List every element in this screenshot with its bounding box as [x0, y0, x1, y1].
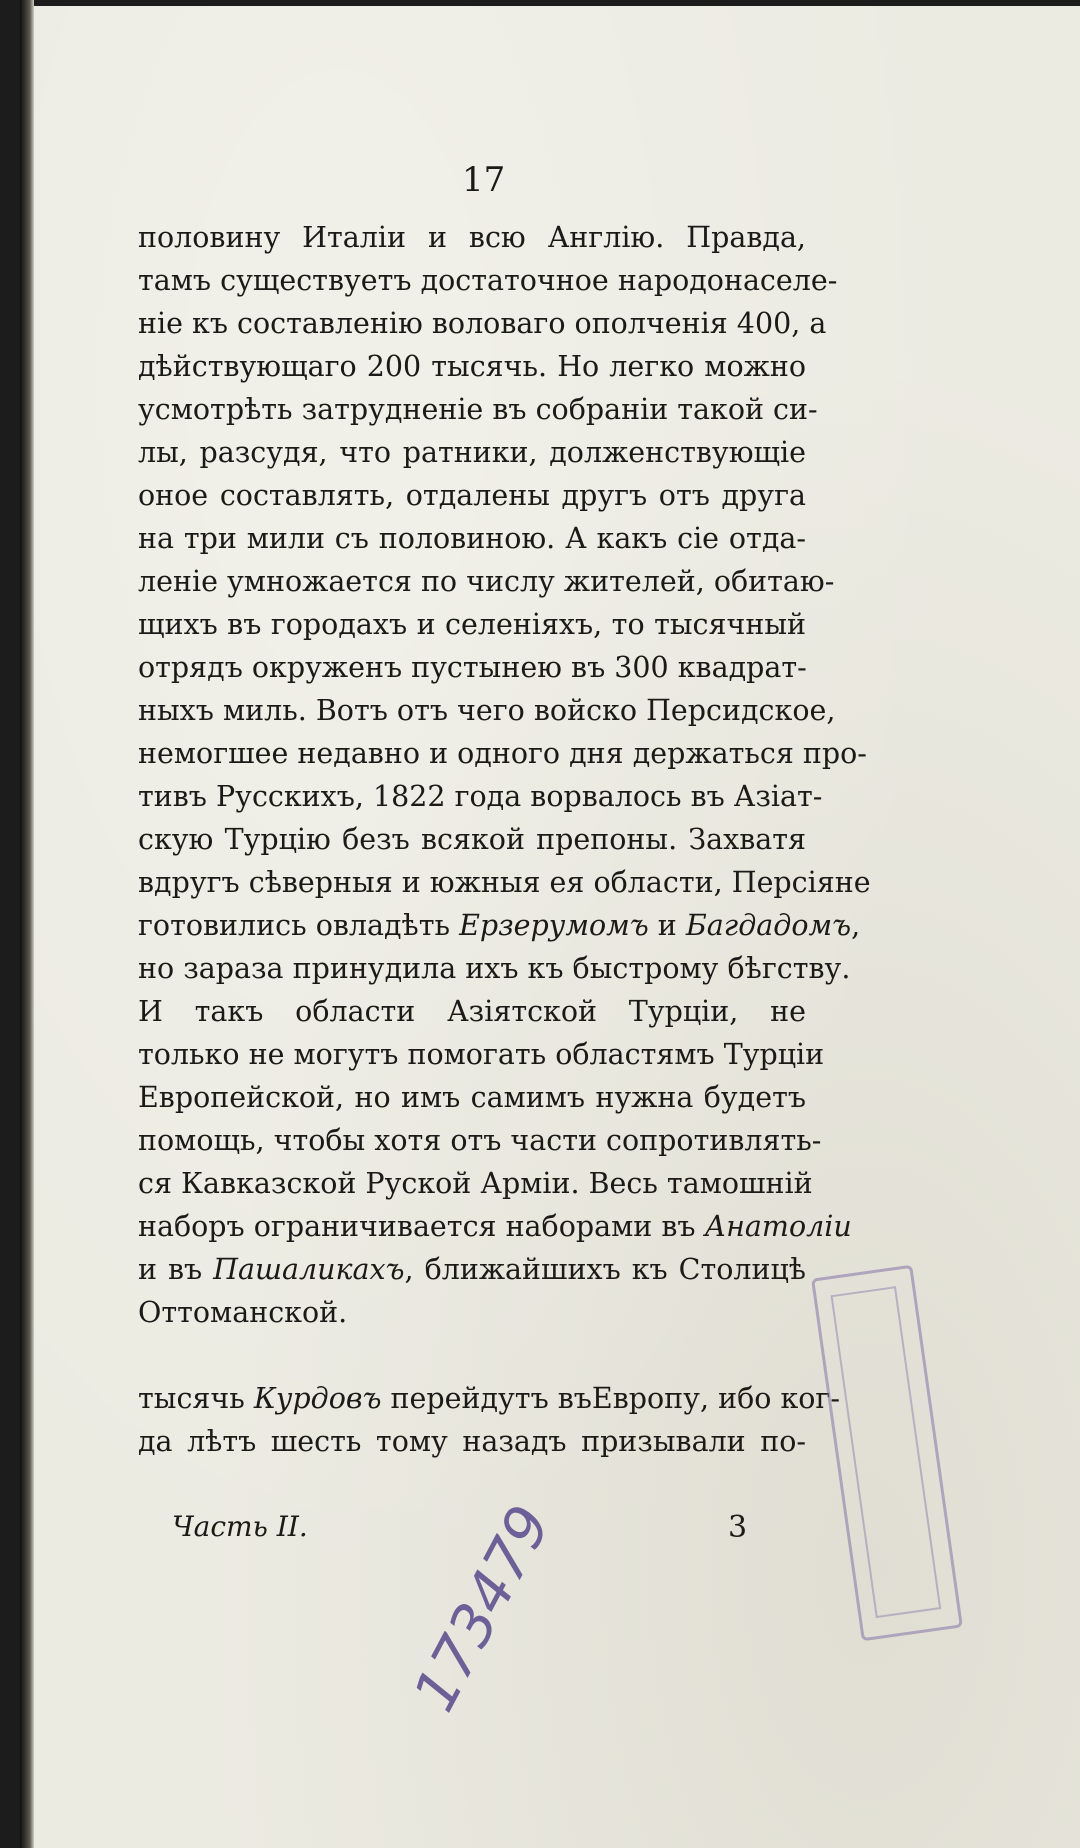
- text-line: [138, 775, 823, 818]
- text-line: [138, 345, 806, 388]
- handwritten-inventory-number: 173479: [400, 1494, 564, 1722]
- text-segment: ныхъ миль. Вотъ отъ чего войско Персидское,: [138, 694, 836, 727]
- text-line: [138, 947, 851, 990]
- text-line: [138, 1420, 806, 1463]
- text-segment: лы, разсудя, что ратники, долженствующіе: [138, 436, 806, 469]
- text-segment: скую Турцію безъ всякой препоны. Захватя: [138, 823, 806, 856]
- text-segment: тивъ Русскихъ, 1822 года ворвалось въ Азіат-: [138, 780, 823, 813]
- text-segment: помощь, чтобы хотя отъ части сопротивлять-: [138, 1124, 822, 1157]
- text-line: [138, 1162, 813, 1205]
- text-line: [138, 1076, 806, 1119]
- text-segment: отрядъ окруженъ пустынею въ 300 квадрат-: [138, 651, 807, 684]
- text-line: [138, 990, 806, 1033]
- text-line: [138, 646, 806, 689]
- text-segment: перейдутъ въЕвропу, ибо ког-: [381, 1382, 840, 1415]
- text-line: [138, 1033, 825, 1076]
- text-line: [138, 1291, 806, 1334]
- text-line: [138, 689, 836, 732]
- text-line: [138, 302, 827, 345]
- text-segment: готовились овладѣть: [138, 909, 460, 942]
- italic-term: Анатоліи: [704, 1210, 852, 1243]
- text-segment: да лѣтъ шесть тому назадъ призывали по-: [138, 1425, 806, 1458]
- text-line: [138, 818, 806, 861]
- text-line: [138, 904, 861, 947]
- sheet-mark: 3: [728, 1510, 748, 1545]
- text-segment: немогшее недавно и одного дня держаться про-: [138, 737, 867, 770]
- text-segment: оное составлять, отдалены другъ отъ друга: [138, 479, 806, 512]
- italic-term: Курдовъ: [253, 1382, 382, 1415]
- text-segment: дѣйствующаго 200 тысячь. Но легко можно: [138, 350, 806, 383]
- text-line: [138, 861, 871, 904]
- text-segment: тысячь: [138, 1382, 254, 1415]
- text-line: [138, 517, 806, 560]
- text-line: [138, 1119, 822, 1162]
- text-segment: только не могутъ помогать областямъ Турціи: [138, 1038, 825, 1071]
- text-line: [138, 1248, 806, 1291]
- volume-signature: Часть II.: [172, 1510, 308, 1543]
- italic-term: Пашаликахъ: [213, 1253, 405, 1286]
- text-segment: Оттоманской.: [138, 1296, 348, 1329]
- text-segment: и: [648, 909, 686, 942]
- text-line: [138, 732, 867, 775]
- page-number: 17: [462, 160, 506, 200]
- text-segment: усмотрѣть затрудненіе въ собраніи такой си-: [138, 393, 818, 426]
- body-text: [138, 216, 871, 1463]
- text-segment: но зараза принудила ихъ къ быстрому бѣгству.: [138, 952, 851, 985]
- text-line: [138, 431, 806, 474]
- text-segment: ніе къ составленію воловаго ополченія 400, а: [138, 307, 827, 340]
- text-segment: и въ: [138, 1253, 214, 1286]
- text-segment: леніе умножается по числу жителей, обитаю-: [138, 565, 835, 598]
- text-segment: половину Италіи и всю Англію. Правда,: [138, 221, 806, 254]
- text-line: [138, 1377, 840, 1420]
- text-line: [138, 1205, 852, 1248]
- text-line: [138, 603, 806, 646]
- text-line: [138, 259, 838, 302]
- text-segment: Европейской, но имъ самимъ нужна будетъ: [138, 1081, 806, 1114]
- text-segment: щихъ въ городахъ и селеніяхъ, то тысячный: [138, 608, 806, 641]
- text-segment: И такъ области Азіятской Турціи, не: [138, 995, 806, 1028]
- book-gutter: [20, 0, 34, 1848]
- text-segment: на три мили съ половиною. А какъ сіе отда-: [138, 522, 806, 555]
- text-segment: ,: [851, 909, 861, 942]
- text-segment: , ближайшихъ къ Столицѣ: [404, 1253, 806, 1286]
- italic-term: Ерзерумомъ: [459, 909, 649, 942]
- text-segment: вдругъ сѣверныя и южныя ея области, Персіяне: [138, 866, 871, 899]
- text-line: [138, 560, 835, 603]
- text-line: [138, 216, 806, 259]
- text-line: [138, 388, 818, 431]
- text-line: [138, 474, 806, 517]
- text-segment: ся Кавказской Руской Арміи. Весь тамошній: [138, 1167, 813, 1200]
- italic-term: Багдадомъ: [685, 909, 852, 942]
- text-segment: наборъ ограничивается наборами въ: [138, 1210, 705, 1243]
- text-segment: тамъ существуетъ достаточное народонаселе-: [138, 264, 838, 297]
